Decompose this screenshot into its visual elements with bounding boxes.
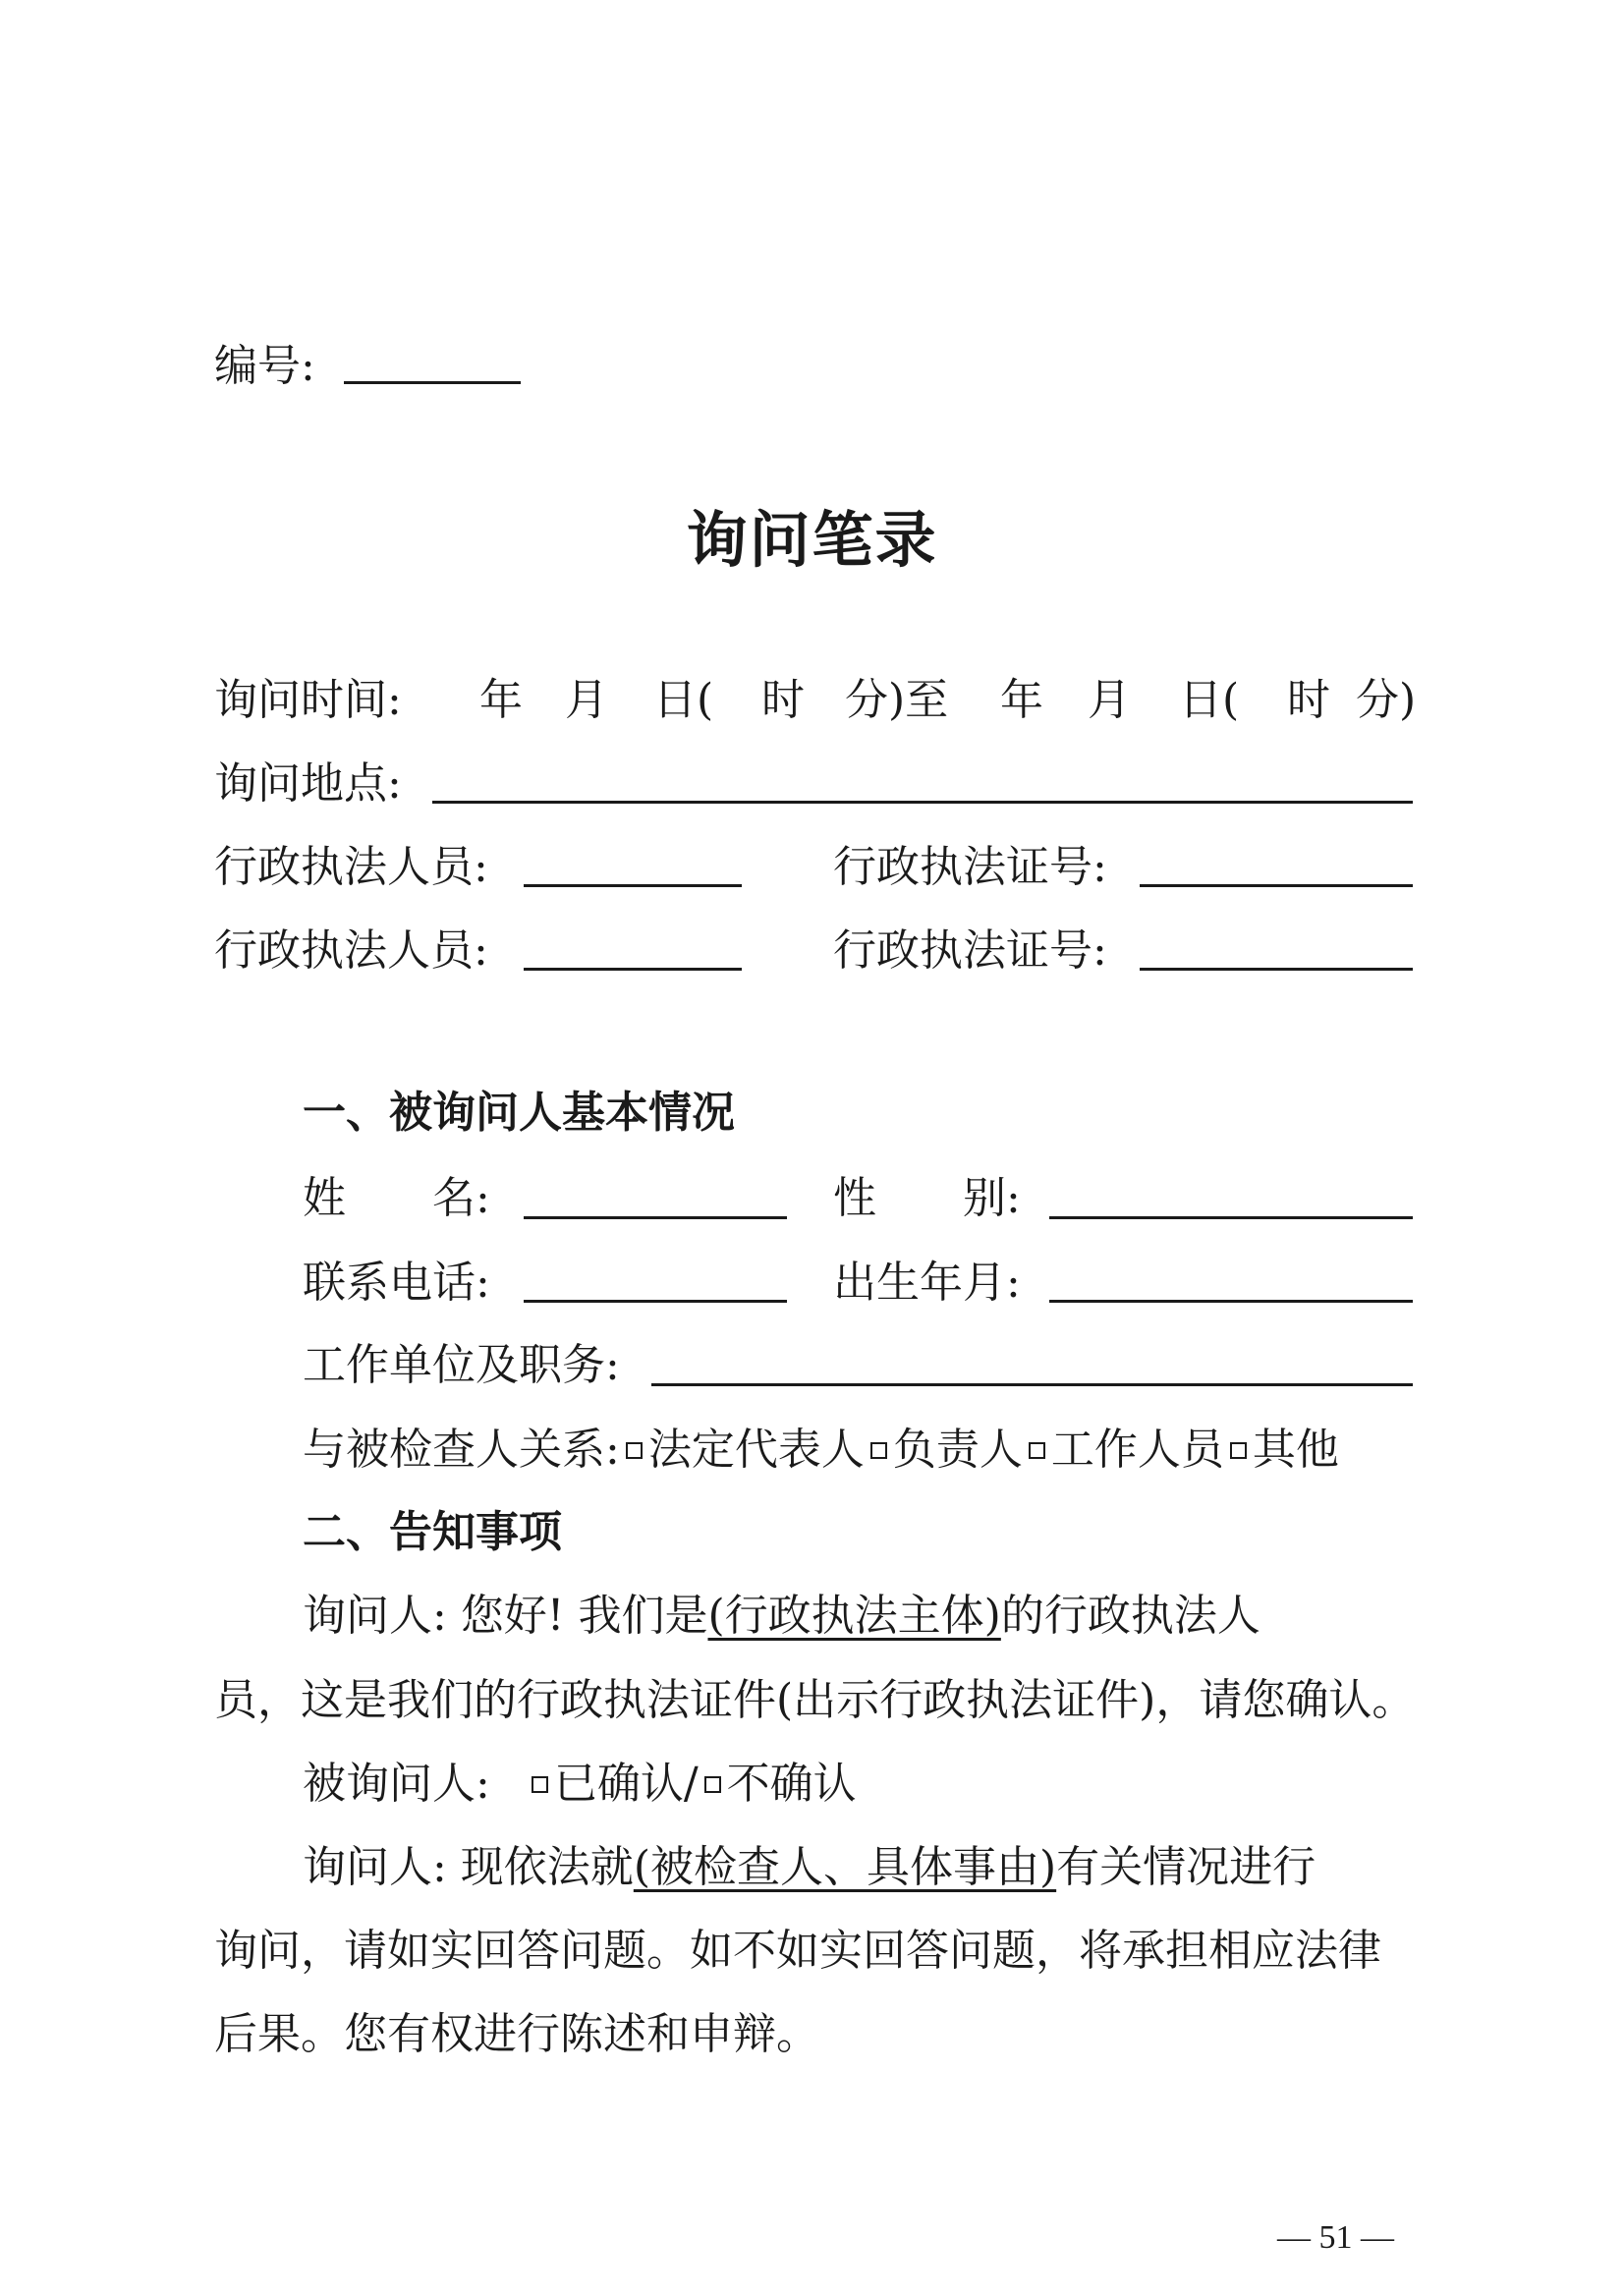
gender-label: 性 别: — [833, 1173, 1021, 1223]
checkbox-other[interactable] — [1230, 1442, 1247, 1459]
time-minute-1: 分)至 — [845, 675, 949, 725]
cert-1-field[interactable] — [1140, 884, 1413, 887]
notice-paragraph-3-line-2: 询问，请如实回答问题。如不如实回答问题，将承担相应法律 — [214, 1926, 1381, 1976]
checkbox-confirmed[interactable] — [532, 1776, 548, 1793]
page-number: — 51 — — [1277, 2219, 1394, 2256]
inquiry-place-field[interactable] — [432, 801, 1413, 804]
time-hour-2: 时 — [1287, 675, 1330, 725]
time-month-1: 月 — [565, 675, 608, 725]
notice-p1-prefix: 询问人: 您好! 我们是 — [303, 1591, 708, 1641]
relation-option-other: 其他 — [1252, 1425, 1339, 1475]
work-label: 工作单位及职务: — [303, 1340, 620, 1390]
checkbox-staff[interactable] — [1029, 1442, 1045, 1459]
not-confirmed-option: 不确认 — [726, 1759, 857, 1809]
notice-p3-prefix: 询问人: 现依法就 — [303, 1842, 634, 1892]
relation-label: 与被检查人关系: — [303, 1425, 620, 1475]
notice-p1-suffix: 的行政执法人 — [1000, 1591, 1260, 1641]
section-2-heading: 二、告知事项 — [303, 1507, 562, 1557]
phone-field[interactable] — [524, 1300, 787, 1303]
confirmed-option: 已确认/ — [553, 1759, 699, 1809]
phone-label: 联系电话: — [303, 1258, 490, 1308]
notice-paragraph-3-line-1 — [303, 1840, 1316, 1895]
time-year-1: 年 — [479, 675, 523, 725]
relation-option-staff: 工作人员 — [1050, 1425, 1224, 1475]
checkbox-legal-rep[interactable] — [626, 1442, 643, 1459]
inquiry-time-label: 询问时间: — [214, 675, 402, 725]
notice-paragraph-1-line-1 — [303, 1589, 1260, 1644]
time-year-2: 年 — [1000, 675, 1043, 725]
respondent-label: 被询问人: — [303, 1759, 490, 1809]
relation-option-legal-rep: 法定代表人 — [647, 1425, 865, 1475]
cert-2-field[interactable] — [1140, 968, 1413, 971]
notice-p3-suffix: 有关情况进行 — [1056, 1842, 1316, 1892]
time-month-2: 月 — [1088, 675, 1131, 725]
section-1-heading: 一、被询问人基本情况 — [303, 1088, 735, 1138]
officer-1-field[interactable] — [524, 884, 742, 887]
serial-field[interactable] — [344, 381, 521, 384]
officer-2-field[interactable] — [524, 968, 742, 971]
relation-option-responsible: 负责人 — [892, 1425, 1023, 1475]
checkbox-not-confirmed[interactable] — [704, 1776, 721, 1793]
notice-paragraph-3-line-3: 后果。您有权进行陈述和申辩。 — [214, 2009, 819, 2059]
officer-2-label: 行政执法人员: — [214, 925, 488, 976]
time-day-1: 日( — [653, 675, 714, 725]
name-label: 姓 名: — [303, 1173, 490, 1223]
subject-matter-blank[interactable]: (被检查人、具体事由) — [633, 1842, 1057, 1892]
inquiry-time-parts — [0, 673, 1624, 728]
time-day-2: 日( — [1179, 675, 1240, 725]
cert-2-label: 行政执法证号: — [833, 925, 1107, 976]
cert-1-label: 行政执法证号: — [833, 842, 1107, 892]
relation-row — [303, 1423, 1339, 1478]
time-hour-1: 时 — [761, 675, 805, 725]
enforcement-body-blank[interactable]: (行政执法主体) — [707, 1591, 1001, 1641]
birth-label: 出生年月: — [833, 1258, 1021, 1308]
checkbox-responsible[interactable] — [870, 1442, 887, 1459]
notice-paragraph-1-line-2: 员，这是我们的行政执法证件(出示行政执法证件)，请您确认。 — [214, 1675, 1416, 1725]
serial-label: 编号: — [214, 341, 315, 391]
document-title: 询问笔录 — [686, 504, 938, 576]
birth-field[interactable] — [1049, 1300, 1413, 1303]
gender-field[interactable] — [1049, 1216, 1413, 1219]
name-field[interactable] — [524, 1216, 787, 1219]
work-field[interactable] — [651, 1383, 1413, 1386]
inquiry-place-label: 询问地点: — [214, 758, 402, 809]
officer-1-label: 行政执法人员: — [214, 842, 488, 892]
confirm-row — [303, 1757, 857, 1812]
time-minute-2: 分) — [1356, 675, 1417, 725]
